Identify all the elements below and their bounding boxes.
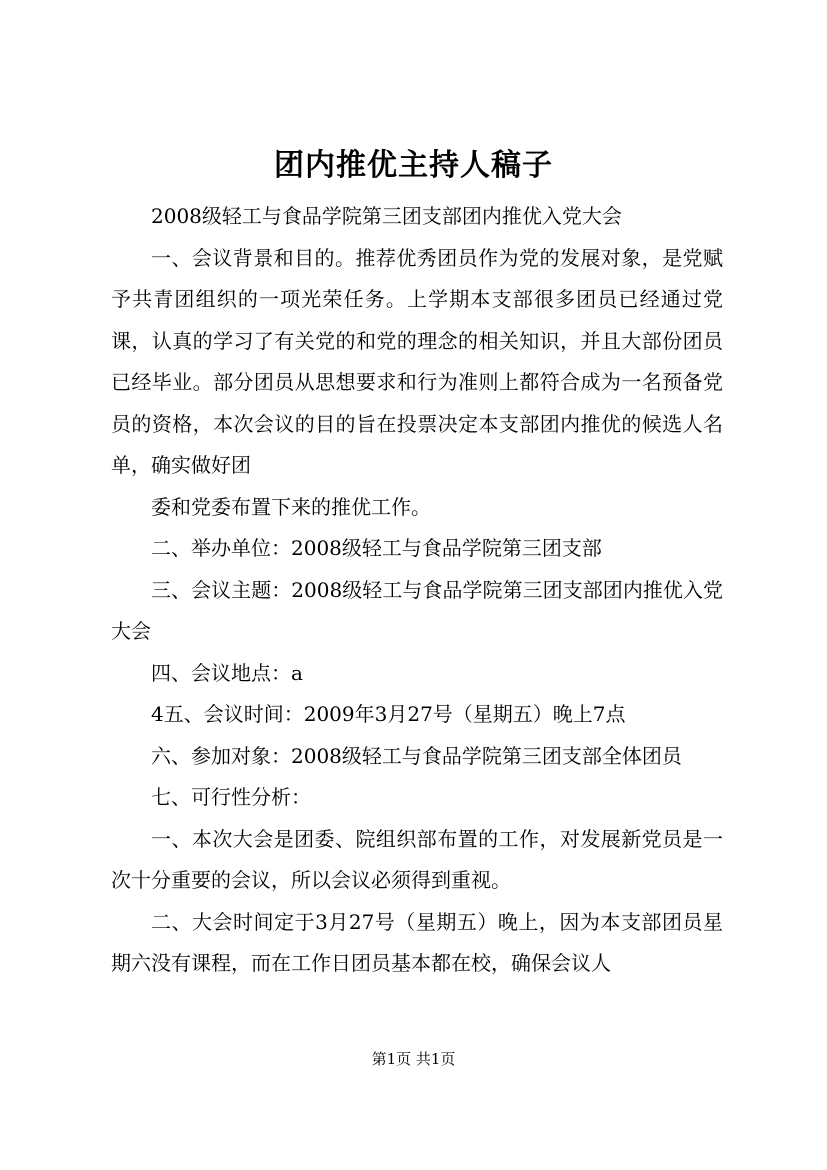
paragraph-subtitle: 2008级轻工与食品学院第三团支部团内推优入党大会 [151, 204, 622, 228]
paragraph-feasibility-heading: 七、可行性分析： [151, 785, 311, 809]
paragraph-background-continued: 委和党委布置下来的推优工作。 [151, 494, 431, 519]
paragraph-location: 四、会议地点：a [151, 660, 303, 685]
paragraph-participants: 六、参加对象：2008级轻工与食品学院第三团支部全体团员 [151, 743, 682, 768]
paragraph-feasibility-1: 一、本次大会是团委、院组织部布置的工作，对发展新党员是一次十分重要的会议，所以会议必须得到重视。 [111, 826, 723, 892]
page-footer: 第1页 共1页 [371, 1050, 456, 1068]
document-title: 团内推优主持人稿子 [274, 148, 553, 183]
paragraph-organizer: 二、举办单位：2008级轻工与食品学院第三团支部 [151, 536, 602, 560]
paragraph-feasibility-2: 二、大会时间定于3月27号（星期五）晚上，因为本支部团员星期六没有课程，而在工作日团员基本都在校，确保会议人 [111, 909, 723, 975]
document-body [111, 196, 723, 985]
paragraph-time: 4五、会议时间：2009年3月27号（星期五）晚上7点 [151, 702, 626, 726]
paragraph-background: 一、会议背景和目的。推荐优秀团员作为党的发展对象，是党赋予共青团组织的一项光荣任务。上学期本支部很多团员已经通过党课，认真的学习了有关党的和党的理念的相关知识，并且大部份团员已经毕业。部分团员从思想要求和行为准则上都符合成为一名预备党员的资格，本次会议的目的旨在投票决定本支部团内推优的候选人名单，确实做好团 [111, 245, 723, 477]
paragraph-theme: 三、会议主题：2008级轻工与食品学院第三团支部团内推优入党大会 [111, 577, 723, 643]
